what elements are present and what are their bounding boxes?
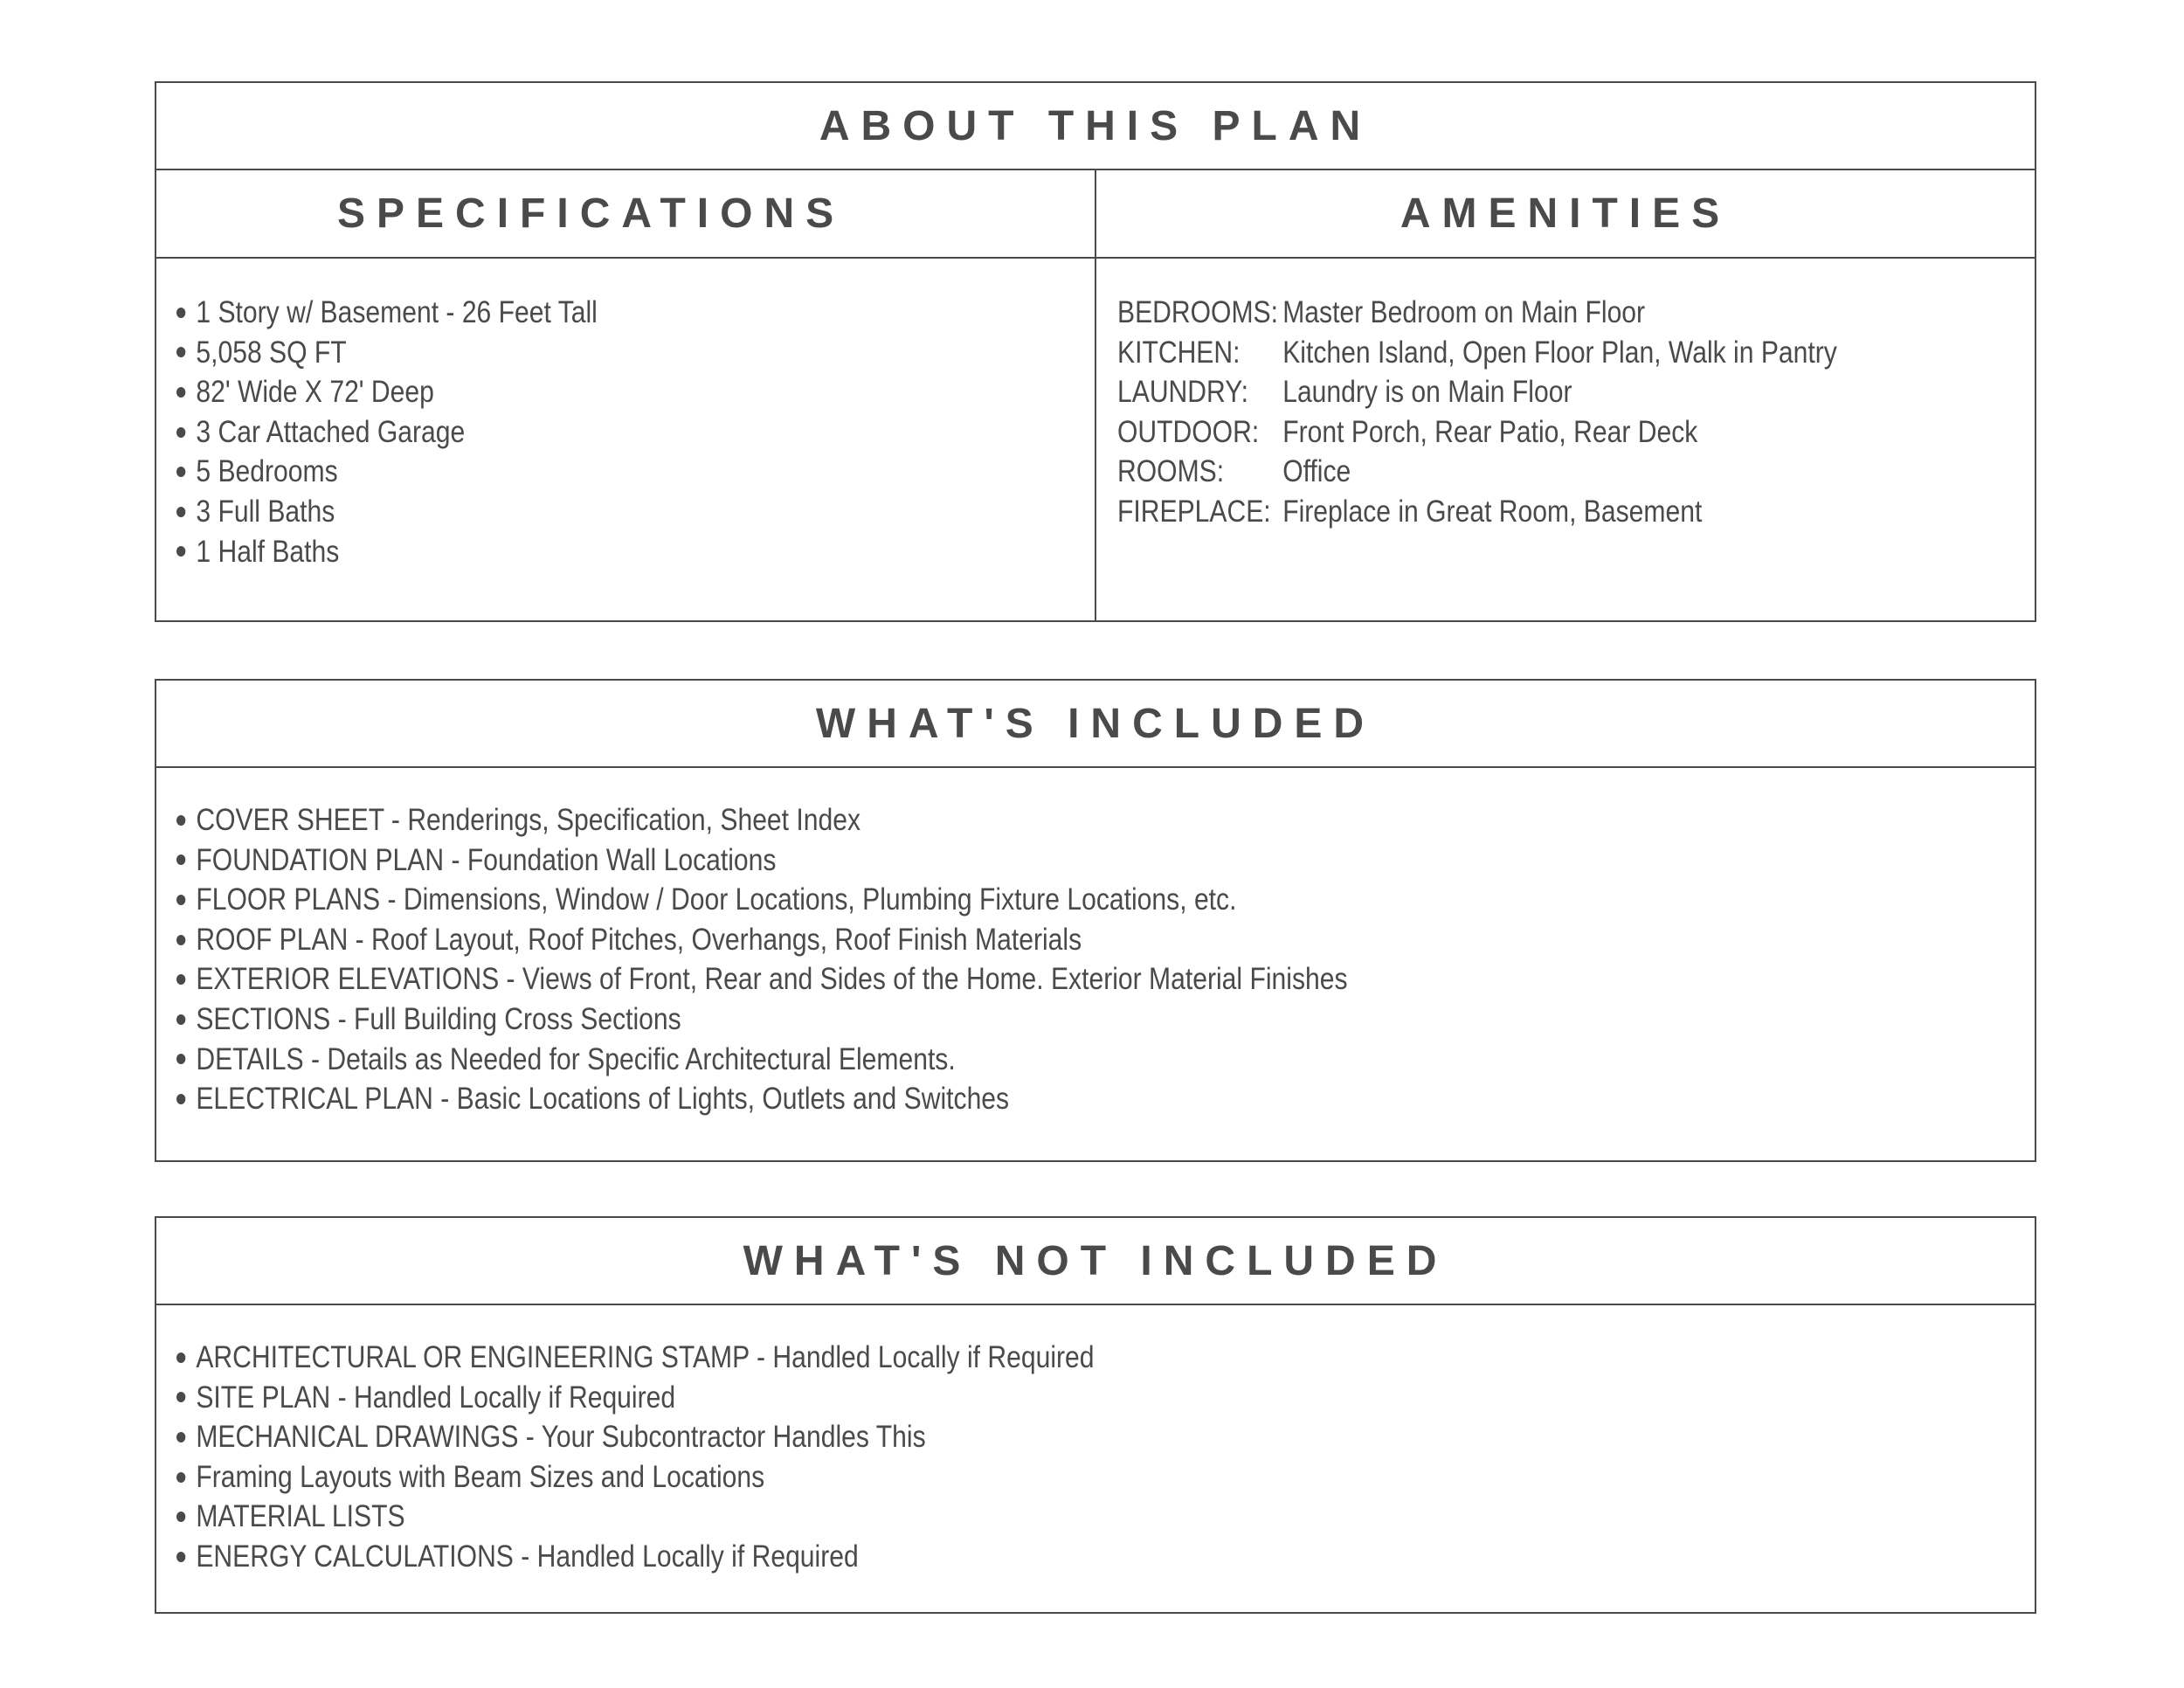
included-item [176, 1079, 1774, 1119]
amenity-value: Laundry is on Main Floor [1282, 375, 1572, 410]
specifications-column [156, 259, 1096, 620]
amenity-row-laundry [1117, 372, 1906, 412]
not-included-item [176, 1378, 1774, 1418]
whats-not-included-body [156, 1305, 2035, 1577]
amenity-row-outdoor [1117, 412, 1906, 453]
amenity-value: Kitchen Island, Open Floor Plan, Walk in Pantry [1282, 335, 1837, 370]
bullet-icon [176, 1352, 185, 1363]
specifications-list [176, 293, 1095, 571]
included-item [176, 1000, 1774, 1040]
spec-item-text: 3 Car Attached Garage [196, 414, 466, 449]
spec-item [176, 532, 966, 572]
amenity-row-rooms [1117, 452, 1906, 492]
not-included-item-text: ARCHITECTURAL OR ENGINEERING STAMP - Handled Locally if Required [196, 1340, 1095, 1374]
bullet-icon [176, 1014, 185, 1025]
spec-item-text: 5,058 SQ FT [196, 335, 347, 370]
amenity-key: LAUNDRY: [1117, 375, 1249, 410]
amenity-key: BEDROOMS: [1117, 295, 1278, 329]
whats-not-included-title: WHAT'S NOT INCLUDED [156, 1218, 2035, 1305]
about-this-plan-section [155, 81, 2036, 622]
not-included-item-text: SITE PLAN - Handled Locally if Required [196, 1380, 676, 1415]
bullet-icon [176, 815, 185, 826]
included-item-text: COVER SHEET - Renderings, Specification, Sheet Index [196, 803, 861, 837]
bullet-icon [176, 895, 185, 905]
bullet-icon [176, 467, 185, 477]
not-included-list [176, 1338, 2035, 1577]
whats-included-title: WHAT'S INCLUDED [156, 681, 2035, 768]
not-included-item [176, 1497, 1774, 1537]
included-item-text: FLOOR PLANS - Dimensions, Window / Door Locations, Plumbing Fixture Locations, etc. [196, 882, 1237, 917]
whats-not-included-section [155, 1216, 2036, 1614]
amenity-value: Office [1282, 454, 1351, 489]
whats-included-body [156, 768, 2035, 1119]
amenity-key: ROOMS: [1117, 454, 1225, 489]
bullet-icon [176, 387, 185, 398]
included-item [176, 959, 1774, 1000]
included-item-text: SECTIONS - Full Building Cross Sections [196, 1001, 681, 1036]
bullet-icon [176, 974, 185, 985]
spec-item [176, 333, 966, 373]
bullet-icon [176, 1094, 185, 1104]
amenity-key: OUTDOOR: [1117, 414, 1260, 449]
spec-item [176, 293, 966, 333]
bullet-icon [176, 935, 185, 945]
bullet-icon [176, 347, 185, 357]
spec-item [176, 412, 966, 453]
included-item-text: ELECTRICAL PLAN - Basic Locations of Lights, Outlets and Switches [196, 1082, 1010, 1117]
amenities-heading: AMENITIES [1400, 190, 1731, 237]
specifications-heading: SPECIFICATIONS [156, 170, 1096, 257]
not-included-item-text: MATERIAL LISTS [196, 1499, 405, 1534]
spec-item-text: 1 Half Baths [196, 534, 340, 569]
included-item [176, 920, 1774, 960]
bullet-icon [176, 1512, 185, 1522]
about-columns-header [156, 170, 2035, 259]
bullet-icon [176, 854, 185, 865]
bullet-icon [176, 308, 185, 318]
not-included-item [176, 1338, 1774, 1378]
spec-item-text: 3 Full Baths [196, 494, 335, 529]
spec-item-text: 82' Wide X 72' Deep [196, 375, 434, 410]
spec-item-text: 5 Bedrooms [196, 454, 338, 489]
spec-item [176, 492, 966, 532]
about-columns-body [156, 259, 2035, 620]
not-included-item [176, 1457, 1774, 1498]
whats-included-section [155, 679, 2036, 1162]
not-included-item-text: Framing Layouts with Beam Sizes and Locations [196, 1459, 765, 1494]
amenity-key: KITCHEN: [1117, 335, 1241, 370]
spec-item [176, 372, 966, 412]
amenity-value: Master Bedroom on Main Floor [1282, 295, 1646, 329]
included-list [176, 800, 2035, 1119]
spec-item-text: 1 Story w/ Basement - 26 Feet Tall [196, 295, 598, 329]
not-included-item [176, 1537, 1774, 1577]
amenities-column [1096, 259, 2035, 620]
bullet-icon [176, 1392, 185, 1402]
included-item [176, 1040, 1774, 1080]
included-item [176, 880, 1774, 920]
spec-item [176, 452, 966, 492]
included-item [176, 800, 1774, 841]
bullet-icon [176, 1054, 185, 1064]
bullet-icon [176, 427, 185, 438]
included-item-text: DETAILS - Details as Needed for Specific Architectural Elements. [196, 1041, 956, 1076]
amenity-value: Front Porch, Rear Patio, Rear Deck [1282, 414, 1698, 449]
about-this-plan-title: ABOUT THIS PLAN [156, 83, 2035, 170]
bullet-icon [176, 546, 185, 557]
amenity-value: Fireplace in Great Room, Basement [1282, 494, 1703, 529]
bullet-icon [176, 1472, 185, 1483]
included-item-text: ROOF PLAN - Roof Layout, Roof Pitches, Overhangs, Roof Finish Materials [196, 922, 1082, 957]
bullet-icon [176, 1552, 185, 1562]
included-item-text: EXTERIOR ELEVATIONS - Views of Front, Rear and Sides of the Home. Exterior Material Finishes [196, 962, 1348, 997]
included-item-text: FOUNDATION PLAN - Foundation Wall Locations [196, 842, 777, 877]
included-item [176, 841, 1774, 881]
amenity-row-bedrooms [1117, 293, 1906, 333]
not-included-item-text: MECHANICAL DRAWINGS - Your Subcontractor Handles This [196, 1420, 926, 1455]
amenity-row-fireplace [1117, 492, 1906, 532]
amenity-key: FIREPLACE: [1117, 494, 1271, 529]
amenity-row-kitchen [1117, 333, 1906, 373]
bullet-icon [176, 1432, 185, 1442]
not-included-item-text: ENERGY CALCULATIONS - Handled Locally if Required [196, 1539, 859, 1574]
not-included-item [176, 1417, 1774, 1457]
bullet-icon [176, 507, 185, 517]
